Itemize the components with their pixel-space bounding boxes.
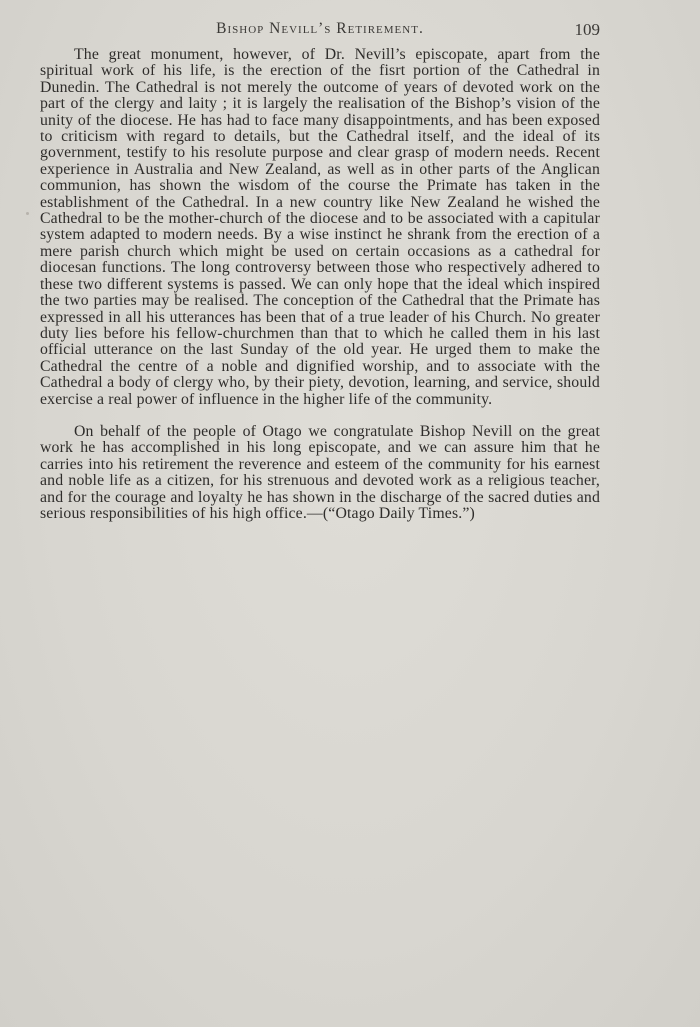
page-header	[40, 20, 600, 44]
paragraph-congratulation: On behalf of the people of Otago we congratulate Bishop Nevill on the great work he has accomplished in his long episcopate, and we can assure him that he carries into his retirement the reverence and esteem of the community for his earnest and noble life as a citizen, for his strenuous and devoted work as a religious teacher, and for the courage and loyalty he has shown in the discharge of the sacred duties and serious responsibilities of his high office.—(“Otago Daily Times.”)	[40, 422, 600, 522]
paragraph-cathedral: The great monument, however, of Dr. Nevill’s episcopate, apart from the spiritual work of his life, is the erection of the fisrt portion of the Cathedral in Dunedin. The Cathedral is not merely the outcome of years of devoted work on the part of the clergy and laity ; it is largely the realisation of the Bishop’s vision of the unity of the diocese. He has had to face many disappointments, and has been exposed to criticism with regard to details, but the Cathedral itself, and the ideal of its government, testify to his resolute purpose and clear grasp of modern needs. Recent experience in Australia and New Zealand, as well as in other parts of the Anglican communion, has shown the wisdom of the course the Primate has taken in the establishment of the Cathedral. In a new country like New Zealand he wished the Cathedral to be the mother-church of the diocese and to be associated with a capitular system adapted to modern needs. By a wise instinct he shrank from the erection of a mere parish church which might be used on certain occasions as a cathedral for diocesan functions. The long controversy between those who respectively adhered to these two different systems is passed. We can only hope that the ideal which inspired the two parties may be realised. The conception of the Cathedral that the Primate has expressed in all his utterances has been that of a true leader of his Church. No greater duty lies before his fellow-churchmen than that to which he called them in his last official utterance on the last Sunday of the old year. He urged them to make the Cathedral the centre of a noble and dignified worship, and to associate with the Cathedral a body of clergy who, by their piety, devotion, learning, and service, should exercise a real power of influence in the higher life of the community.	[40, 46, 600, 408]
body-text	[40, 47, 600, 522]
paper-speck	[26, 212, 29, 215]
page-number: 109	[574, 20, 600, 39]
running-title: Bishop Nevill’s Retirement.	[216, 20, 424, 37]
